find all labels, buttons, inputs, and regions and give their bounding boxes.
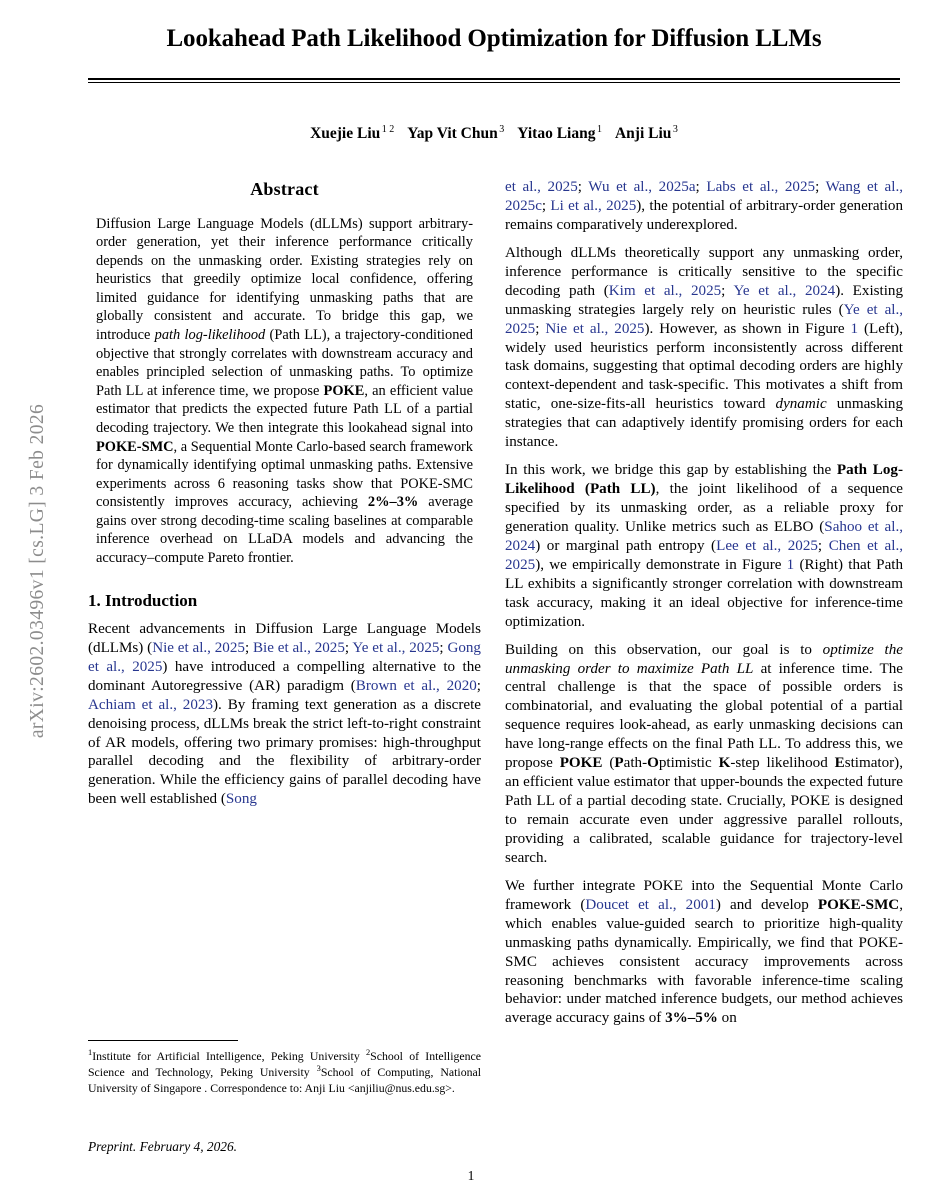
citation-link[interactable]: Nie et al., 2025 [152, 639, 245, 656]
citation-link[interactable]: 1 [850, 320, 859, 337]
citation-link[interactable]: Lee et al., 2025 [716, 537, 818, 554]
text-run: Recent advancements in Diffusion Large Language Models (dLLMs) ( [88, 620, 481, 656]
text-run: School of Intelligence Science and Technology, Peking University [88, 1048, 481, 1080]
bold-text: 3%–5% [665, 1010, 718, 1027]
text-run: ; [695, 179, 707, 195]
text-run: ; [817, 537, 829, 554]
text-run: , an efficient value estimator that predicts the expected future Path LL of a partial decoding trajectory. We then integrate this lookahead signal into [96, 382, 473, 436]
section-heading-introduction: 1. Introduction [88, 590, 198, 610]
text-run: Building on this observation, our goal is to [505, 641, 823, 658]
text-run: unmasking strategies that can adaptively identify promising orders for each instance. [505, 396, 903, 451]
text-run: ; [721, 282, 734, 299]
body-paragraph [505, 641, 903, 868]
text-run: ; [815, 179, 826, 195]
body-paragraph [505, 461, 903, 631]
author-name: Xuejie Liu $^{1 2}$ [310, 124, 395, 143]
citation-link[interactable]: 1 [786, 556, 795, 573]
bold-text: POKE-SMC [817, 896, 900, 913]
text-run: -step likelihood [730, 755, 835, 772]
text-run: (Path LL), a trajectory-conditioned objective that strongly correlates with downstream accuracy and enables principled selection of unmasking paths. To optimize Path LL at inference time, we propose [96, 327, 473, 399]
citation-link[interactable]: Sahoo et al., 2024 [505, 518, 903, 554]
text-run: ( [602, 755, 615, 772]
footnote-divider [88, 1040, 238, 1041]
body-paragraph [505, 244, 903, 452]
citation-link[interactable]: Ye et al., 2025 [352, 639, 440, 656]
text-run: School of Computing, National University of Singapore . Correspondence to: Anji Liu <anjiliu@nus.edu.sg>. [88, 1065, 481, 1095]
citation-link[interactable]: Brown et al., 2020 [355, 677, 477, 694]
italic-text: optimize the unmasking order to maximize Path LL [505, 641, 903, 677]
bold-text: E [834, 755, 845, 772]
author-affiliation-marker: 1 2 [381, 124, 395, 135]
page-number: 1 [467, 1168, 475, 1183]
bold-text: POKE [323, 382, 365, 399]
text-run: ; [535, 320, 546, 337]
bold-text: POKE-SMC [96, 438, 174, 455]
affiliation-marker: 1 [88, 1048, 93, 1057]
bold-text: 2%–3% [367, 494, 419, 511]
text-run: Diffusion Large Language Models (dLLMs) support arbitrary-order generation, yet their inference performance critically depends on the unmasking order. Existing strategies rely on heuristics that greedily optimize local confidence, offering limited guidance for identifying unmasking paths that are globally consistent and accurate. To bridge this gap, we introduce [96, 215, 473, 344]
text-run: , the joint likelihood of a sequence specified by its unmasking order, as a reliable proxy for generation quality. Unlike metrics such as ELBO ( [505, 481, 903, 535]
citation-link[interactable]: Song [225, 791, 257, 808]
bold-text: K [718, 755, 731, 772]
bold-text: P [614, 755, 624, 772]
affiliation-marker: 3 [316, 1064, 321, 1074]
text-run: average gains over strong decoding-time scaling baselines at comparable inference overhead on LLaDA models and advancing the accuracy–compute Pareto frontier. [96, 494, 473, 566]
citation-link[interactable]: Achiam et al., 2023 [88, 696, 213, 713]
text-run: ). By framing text generation as a discrete denoising process, dLLMs break the strict left-to-right constraint of AR models, offering two primary promises: high-throughput parallel decoding and the flexibility of arbitrary-order generation. While the efficiency gains of parallel decoding have been well established ( [88, 696, 481, 808]
title-divider [88, 78, 900, 83]
footnote-block [88, 1040, 481, 1096]
citation-link[interactable]: Bie et al., 2025 [252, 639, 345, 656]
text-run: ; [439, 639, 448, 656]
page-title: Lookahead Path Likelihood Optimization for Diffusion LLMs [166, 25, 822, 52]
right-column [505, 178, 903, 1037]
text-run: ath- [623, 755, 648, 772]
citation-link[interactable]: Kim et al., 2025 [608, 282, 722, 299]
citation-link[interactable]: Gong et al., 2025 [88, 639, 481, 675]
affiliation-marker: 2 [365, 1048, 371, 1057]
text-run: ; [577, 179, 589, 195]
author-name: Yitao Liang $^1$ [517, 124, 602, 143]
text-run: Institute for Artificial Intelligence, Peking University [92, 1048, 366, 1063]
author-name: Yap Vit Chun $^3$ [407, 124, 505, 143]
bold-text: Path Log-Likelihood (Path LL) [505, 462, 903, 498]
citation-link[interactable]: Wang et al., 2025c [505, 179, 903, 214]
text-run: , a Sequential Monte Carlo-based search framework for dynamically identifying optimal unmasking paths. Extensive experiments across 6 reasoning tasks show that POKE-SMC consistently improves accuracy, achieving [96, 438, 473, 511]
affiliation-footnote [88, 1048, 481, 1096]
author-list [88, 124, 900, 143]
body-paragraph [505, 178, 903, 235]
text-run: ), we empirically demonstrate in Figure [535, 556, 787, 573]
text-run: ) and develop [715, 896, 818, 913]
italic-text: path log-likelihood [154, 327, 266, 344]
text-run: Although dLLMs theoretically support any unmasking order, inference performance is critically sensitive to the specific decoding path ( [505, 244, 903, 299]
body-paragraph [88, 620, 481, 809]
text-run: ), the potential of arbitrary-order generation remains comparatively underexplored. [505, 197, 903, 233]
text-run: We further integrate POKE into the Sequential Monte Carlo framework ( [505, 877, 903, 913]
preprint-line: Preprint. February 4, 2026. [88, 1139, 238, 1154]
text-run: at inference time. The central challenge is that the space of possible orders is combinatorial, and evaluating the global potential of a partial sequence requires look-ahead, as early unmasking decisions can have long-range effects on the final Path LL. To address this, we propose [505, 660, 904, 772]
text-run: In this work, we bridge this gap by establishing the [505, 462, 837, 479]
bold-text: POKE [559, 755, 603, 772]
author-affiliation-marker: 1 [596, 124, 602, 135]
author-name: Anji Liu $^3$ [614, 124, 678, 143]
text-run: ; [476, 677, 481, 694]
author-affiliation-marker: 3 [499, 124, 505, 135]
italic-text: dynamic [775, 396, 827, 413]
text-run: ) have introduced a compelling alternative to the dominant Autoregressive (AR) paradigm ( [88, 658, 481, 694]
citation-link[interactable]: Labs et al., 2025 [706, 179, 816, 195]
text-run: on [717, 1010, 737, 1027]
text-run: (Left), widely used heuristics perform inconsistently across different task domains, suggesting that optimal decoding orders are highly context-dependent and task-specific. This motivates a shift from static, one-size-fits-all heuristics toward [505, 320, 903, 413]
abstract-text [88, 215, 481, 568]
abstract-heading: Abstract [250, 179, 319, 199]
citation-link[interactable]: Nie et al., 2025 [545, 320, 645, 337]
text-run: stimator), an efficient value estimator that upper-bounds the expected future Path LL of a partial decoding state. Crucially, POKE is designed to remain accurate even under aggressive parallel rollouts, providing a calibrated, scalable guidance for trajectory-level search. [505, 755, 903, 866]
text-run: ). Existing unmasking strategies largely rely on heuristic rules ( [505, 282, 903, 318]
text-run: ; [541, 197, 551, 214]
citation-link[interactable]: Ye et al., 2025 [505, 301, 904, 337]
bold-text: O [647, 755, 659, 772]
title-block [88, 24, 900, 83]
author-affiliation-marker: 3 [672, 124, 678, 135]
citation-link[interactable]: Doucet et al., 2001 [585, 896, 716, 913]
citation-link[interactable]: Ye et al., 2024 [733, 282, 836, 299]
text-run: ). However, as shown in Figure [644, 320, 851, 337]
text-run: ptimistic [658, 755, 719, 772]
citation-link[interactable]: et al., 2025 [505, 179, 578, 195]
text-run: , which enables value-guided search to prioritize high-quality unmasking paths dynamically. Empirically, we find that POKE-SMC achieves consistent accuracy improvements across reasoning benchmarks with favorable inference-time scaling behavior: under matched inference budgets, our method achieves average accuracy gains of [505, 896, 903, 1027]
citation-link[interactable]: Wu et al., 2025a [588, 179, 696, 195]
arxiv-stamp: arXiv:2602.03496v1 [cs.LG] 3 Feb 2026 [27, 403, 48, 739]
left-column-body [88, 620, 481, 809]
text-run: ; [344, 639, 353, 656]
body-paragraph [505, 877, 903, 1029]
text-run: (Right) that Path LL exhibits a significantly stronger correlation with downstream task accuracy, making it an ideal objective for inference-time optimization. [505, 556, 904, 630]
citation-link[interactable]: Chen et al., 2025 [505, 537, 904, 573]
text-run: ) or marginal path entropy ( [535, 537, 717, 554]
left-column [88, 178, 481, 818]
right-column-body [505, 178, 903, 1028]
text-run: ; [244, 639, 253, 656]
citation-link[interactable]: Li et al., 2025 [550, 197, 637, 214]
